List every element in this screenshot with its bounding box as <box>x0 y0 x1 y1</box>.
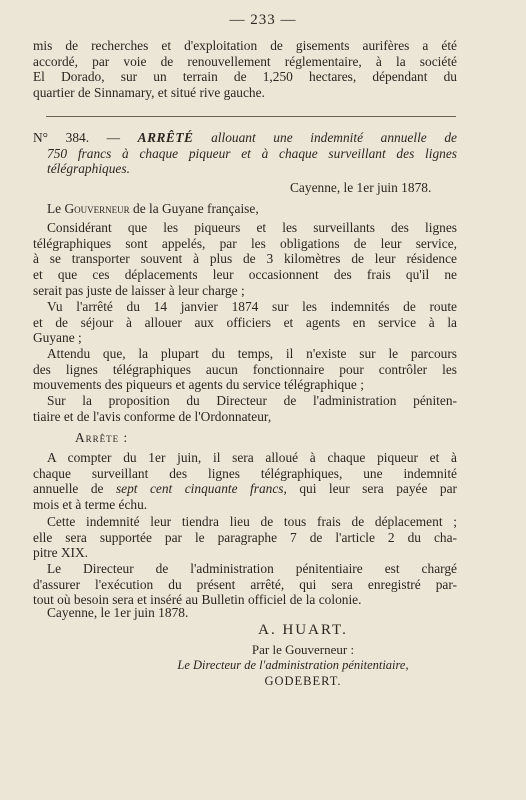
text-fragment: annuelle de <box>33 481 104 497</box>
director-title: Le Directeur de l'administration pénitentiaire, <box>177 658 409 672</box>
text-line: tiaire et de l'avis conforme de l'Ordonnateur, <box>33 408 272 424</box>
text-line: Le Directeur de l'administration pénitentiaire est chargé <box>47 561 457 576</box>
text-line-content: El Dorado, sur un terrain de 1,250 hectares, dépendant du <box>33 69 457 85</box>
decree-title-line: télégraphiques. <box>47 161 130 177</box>
text-line: des lignes télégraphiques aucun fonctionnaire pour contrôler les <box>33 361 457 377</box>
text-line: Attendu que, la plupart du temps, il n'existe sur le parcours <box>47 346 457 361</box>
text-line: Considérant que les piqueurs et les surveillants des lignes <box>47 220 457 235</box>
decree-title-word: ARRÊTÉ <box>137 130 194 145</box>
text-line: à se transporter souvent à plus de 3 kilomètres de leur résidence <box>33 251 457 267</box>
text-line: mouvements des piqueurs et agents du service télégraphique ; <box>33 377 364 393</box>
article-3 <box>33 561 457 608</box>
decree-title-text: allouant une indemnité annuelle de <box>211 130 457 145</box>
text-line: tout où besoin sera et inséré au Bulletin officiel de la colonie. <box>33 592 362 608</box>
decree-number: N° 384. — <box>33 130 121 145</box>
text-line: serait pas juste de laisser à leur charge ; <box>33 282 245 298</box>
text-line: Guyane ; <box>33 330 82 346</box>
text-line: Vu l'arrêté du 14 janvier 1874 sur les indemnités de route <box>47 299 457 314</box>
amount-italic: sept cent cinquante francs, <box>115 481 287 497</box>
text-line: et de séjour à allouer aux officiers et agents en service à la <box>33 314 457 330</box>
place-date: Cayenne, le 1er juin 1878. <box>290 180 432 195</box>
text-line: chaque surveillant des lignes télégraphiques, une indemnité <box>33 465 457 481</box>
section-divider <box>46 116 456 117</box>
text-line: A compter du 1er juin, il sera alloué à chaque piqueur et à <box>47 450 457 465</box>
article-1 <box>33 450 457 513</box>
text-line <box>33 69 457 85</box>
arrete-heading: Arrête : <box>75 430 129 445</box>
top-paragraph <box>33 38 457 101</box>
text-line: Sur la proposition du Directeur de l'administration péniten- <box>47 393 457 408</box>
text-line <box>33 481 457 497</box>
decree-title-line <box>33 130 457 146</box>
text-line: d'assurer l'exécution du présent arrêté, qui sera enregistré par- <box>33 576 457 592</box>
text-fragment: qui leur sera payée par <box>299 481 457 497</box>
text-line: accordé, par voie de renouvellement réglementaire, à la société <box>33 53 457 69</box>
text-line: elle sera supportée par le paragraphe 7 de l'article 2 du cha- <box>33 529 457 545</box>
director-name: GODEBERT. <box>264 674 342 688</box>
text-line: mois et à terme échu. <box>33 497 148 513</box>
addressee-title: Gouverneur <box>64 201 130 216</box>
text-line: télégraphiques sont appelés, par les obligations de leur service, <box>33 235 457 251</box>
text-line: pitre XIX. <box>33 545 89 561</box>
page-number: — 233 — <box>229 12 297 28</box>
decree-title <box>33 130 457 177</box>
addressee-rest: de la Guyane française, <box>133 201 259 216</box>
attendu-paragraph <box>33 346 457 393</box>
by-governor: Par le Gouverneur : <box>251 642 355 657</box>
article-2 <box>33 514 457 561</box>
decree-title-line: 750 francs à chaque piqueur et à chaque surveillant des lignes <box>47 145 457 161</box>
closing-date: Cayenne, le 1er juin 1878. <box>47 605 189 620</box>
text-line: mis de recherches et d'exploitation de gisements aurifères a été <box>33 38 457 53</box>
addressee <box>47 201 259 217</box>
text-line: et que ces déplacements leur occasionnent des frais qu'il ne <box>33 267 457 283</box>
considerant-paragraph <box>33 220 457 299</box>
vu-paragraph <box>33 299 457 346</box>
text-line: Cette indemnité leur tiendra lieu de tous frais de déplacement ; <box>47 514 457 529</box>
text-line: quartier de Sinnamary, et situé rive gauche. <box>33 85 265 101</box>
proposition-paragraph <box>33 393 457 424</box>
addressee-prefix: Le <box>47 201 62 216</box>
signatory-name: A. HUART. <box>258 622 348 638</box>
